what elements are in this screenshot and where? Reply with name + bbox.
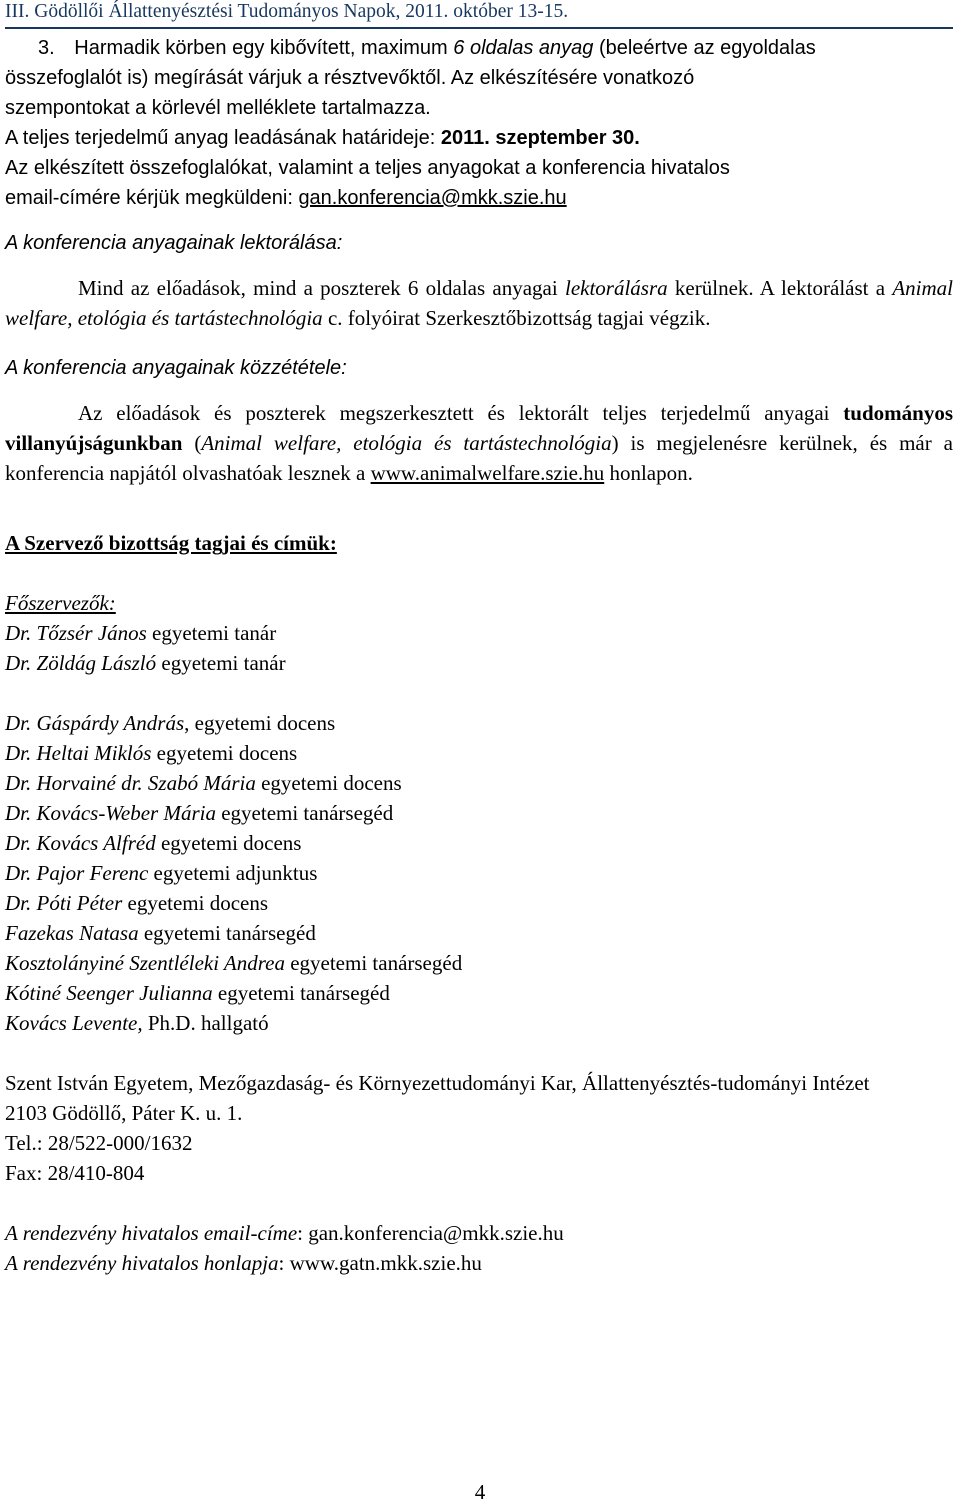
person-title: Dr. xyxy=(5,741,37,765)
person-title: Dr. xyxy=(5,651,37,675)
person-role: Ph.D. hallgató xyxy=(142,1011,269,1035)
official-email-line xyxy=(5,1218,953,1248)
person-name: Zöldág László xyxy=(36,651,157,675)
main-organizers-list xyxy=(5,618,953,678)
item3-line1-b: (beleértve az egyoldalas xyxy=(593,37,816,59)
telephone: Tel.: 28/522-000/1632 xyxy=(5,1131,193,1155)
committee-member-row xyxy=(5,708,953,738)
person-name: Kótiné Seenger Julianna xyxy=(5,981,213,1005)
publication-heading: A konferencia anyagainak közzététele: xyxy=(5,357,347,379)
item3-line1-a: Harmadik körben egy kibővített, maximum xyxy=(74,37,454,59)
person-role: egyetemi tanár xyxy=(156,651,286,675)
page-number: 4 xyxy=(474,1480,486,1504)
person-name: Kovács Alfréd xyxy=(36,831,156,855)
person-name: Pajor Ferenc xyxy=(36,861,149,885)
main-organizers-label: Főszervezők: xyxy=(5,591,116,615)
main-organizer-row xyxy=(5,648,953,678)
item3-line4-a: A teljes terjedelmű anyag leadásának határideje: xyxy=(5,127,441,149)
person-title: Dr. xyxy=(5,771,37,795)
committee-member-row xyxy=(5,1008,953,1038)
item3-line5: Az elkészített összefoglalókat, valamint a teljes anyagokat a konferencia hivatalos xyxy=(5,157,730,179)
item-3 xyxy=(5,33,953,213)
person-title: Dr. xyxy=(5,711,37,735)
person-name: Horvainé dr. Szabó Mária xyxy=(36,771,256,795)
document-page xyxy=(5,0,953,1278)
committee-member-row xyxy=(5,858,953,888)
person-name: Póti Péter xyxy=(36,891,123,915)
official-email-label: A rendezvény hivatalos email-címe xyxy=(5,1221,298,1245)
person-title: Dr. xyxy=(5,801,37,825)
fax: Fax: 28/410-804 xyxy=(5,1161,145,1185)
committee-member-row xyxy=(5,768,953,798)
conference-email-link[interactable]: gan.konferencia@mkk.szie.hu xyxy=(298,187,567,209)
person-title: Dr. xyxy=(5,621,37,645)
publication-text-b: ( xyxy=(182,431,202,455)
committee-member-row xyxy=(5,738,953,768)
person-name: Kovács-Weber Mária xyxy=(36,801,216,825)
official-email-value[interactable]: : gan.konferencia@mkk.szie.hu xyxy=(297,1221,564,1245)
review-heading: A konferencia anyagainak lektorálása: xyxy=(5,232,343,254)
institution-address: Szent István Egyetem, Mezőgazdaság- és Környezettudományi Kar, Állattenyésztés-tudományi Intézet xyxy=(5,1071,870,1095)
item3-line2: összefoglalót is) megírását várjuk a résztvevőktől. Az elkészítésére vonatkozó xyxy=(5,67,695,89)
committee-member-row xyxy=(5,888,953,918)
review-paragraph xyxy=(5,273,953,333)
review-text-b: kerülnek. A lektorálást a xyxy=(667,276,893,300)
committee-member-row xyxy=(5,918,953,948)
person-name: Kovács Levente, xyxy=(5,1011,143,1035)
item-number: 3. xyxy=(38,37,55,59)
header-title: III. Gödöllői Állattenyésztési Tudományos Napok, 2011. október 13-15. xyxy=(5,1,569,22)
person-title: Dr. xyxy=(5,891,37,915)
committee-members-list xyxy=(5,708,953,1038)
committee-member-row xyxy=(5,978,953,1008)
review-text-a: Mind az előadások, mind a poszterek 6 oldalas anyagai xyxy=(78,276,565,300)
publication-journal: Animal welfare, etológia és tartástechnológia xyxy=(201,431,612,455)
person-name: Heltai Miklós xyxy=(36,741,152,765)
review-text-c: c. folyóirat Szerkesztőbizottság tagjai végzik. xyxy=(322,306,711,330)
person-role: egyetemi docens xyxy=(151,741,298,765)
item3-line6-a: email-címére kérjük megküldeni: xyxy=(5,187,299,209)
person-role: egyetemi docens xyxy=(255,771,402,795)
item3-line3: szempontokat a körlevél melléklete tartalmazza. xyxy=(5,97,431,119)
publication-bold: tudományos villanyújságunkban xyxy=(5,401,953,455)
person-role: egyetemi tanársegéd xyxy=(212,981,390,1005)
committee-heading: A Szervező bizottság tagjai és címük: xyxy=(5,531,337,555)
person-role: egyetemi docens xyxy=(122,891,269,915)
person-role: egyetemi tanár xyxy=(146,621,277,645)
committee-member-row xyxy=(5,948,953,978)
item3-line1-italic: 6 oldalas anyag xyxy=(453,37,594,59)
committee-member-row xyxy=(5,798,953,828)
person-role: egyetemi tanársegéd xyxy=(215,801,394,825)
person-role: egyetemi tanársegéd xyxy=(284,951,463,975)
person-name: Tőzsér János xyxy=(36,621,147,645)
animalwelfare-link[interactable]: www.animalwelfare.szie.hu xyxy=(370,461,605,485)
official-website-line xyxy=(5,1248,953,1278)
person-role: egyetemi adjunktus xyxy=(148,861,318,885)
review-text-italic1: lektorálásra xyxy=(564,276,668,300)
person-name: Fazekas Natasa xyxy=(5,921,139,945)
person-name: Gáspárdy András xyxy=(36,711,185,735)
person-title: Dr. xyxy=(5,831,37,855)
deadline-date: 2011. szeptember 30. xyxy=(440,127,640,149)
publication-text-c: ) is megjelenésre kerülnek, és már a konferencia napjától olvashatóak lesznek a xyxy=(5,431,953,485)
person-role: egyetemi docens xyxy=(155,831,302,855)
person-name: Kosztolányiné Szentléleki Andrea xyxy=(5,951,285,975)
street-address: 2103 Gödöllő, Páter K. u. 1. xyxy=(5,1101,243,1125)
person-role: , egyetemi docens xyxy=(184,711,336,735)
committee-member-row xyxy=(5,828,953,858)
publication-paragraph xyxy=(5,398,953,488)
running-header xyxy=(5,0,953,29)
publication-text-d: honlapon. xyxy=(604,461,693,485)
journal-name: Animal welfare, etológia és tartástechnológia xyxy=(5,276,953,330)
person-title: Dr. xyxy=(5,861,37,885)
official-website-value[interactable]: : www.gatn.mkk.szie.hu xyxy=(278,1251,482,1275)
publication-text-a: Az előadások és poszterek megszerkesztett és lektorált teljes terjedelmű anyagai xyxy=(78,401,844,425)
person-role: egyetemi tanársegéd xyxy=(138,921,316,945)
main-organizer-row xyxy=(5,618,953,648)
official-website-label: A rendezvény hivatalos honlapja xyxy=(5,1251,279,1275)
